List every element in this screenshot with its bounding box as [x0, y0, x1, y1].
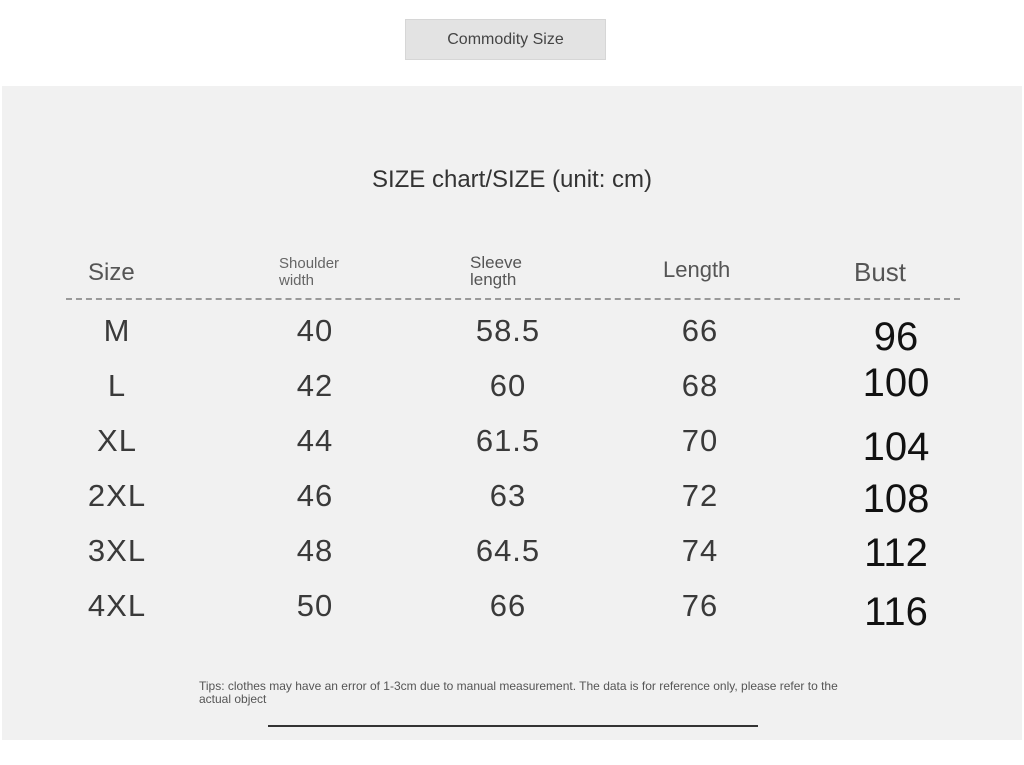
sleeve-cell: 60 — [489, 368, 527, 403]
size-cell: M — [103, 313, 131, 348]
length-cell: 66 — [681, 313, 719, 348]
bust-cell: 112 — [864, 531, 928, 575]
bust-cell: 104 — [862, 425, 930, 469]
chart-title: SIZE chart/SIZE (unit: cm) — [371, 166, 653, 193]
column-header-bust: Bust — [854, 257, 907, 287]
table-row — [0, 313, 1024, 363]
sleeve-cell: 63 — [489, 478, 527, 513]
bust-cell: 100 — [862, 361, 930, 405]
sleeve-cell: 66 — [489, 588, 527, 623]
table-row — [0, 533, 1024, 583]
length-cell: 72 — [681, 478, 719, 513]
bust-cell: 116 — [864, 590, 928, 634]
shoulder-cell: 48 — [296, 533, 334, 568]
bust-cell: 96 — [873, 315, 919, 359]
bottom-rule — [268, 725, 758, 727]
shoulder-cell: 44 — [296, 423, 334, 458]
table-row — [0, 588, 1024, 638]
size-cell: XL — [97, 423, 137, 458]
size-cell: L — [107, 368, 127, 403]
column-header-size: Size — [88, 259, 135, 286]
size-cell: 3XL — [87, 533, 147, 568]
shoulder-cell: 42 — [296, 368, 334, 403]
header-divider — [66, 298, 960, 300]
length-cell: 70 — [681, 423, 719, 458]
column-header-sleeve-length: Sleeve length — [470, 253, 522, 289]
length-cell: 74 — [681, 533, 719, 568]
table-row — [0, 478, 1024, 528]
table-row — [0, 361, 1024, 418]
length-cell: 68 — [681, 368, 719, 403]
shoulder-cell: 50 — [296, 588, 334, 623]
size-cell: 4XL — [87, 588, 147, 623]
table-row — [0, 423, 1024, 473]
length-cell: 76 — [681, 588, 719, 623]
shoulder-cell: 40 — [296, 313, 334, 348]
commodity-size-tab[interactable]: Commodity Size — [405, 19, 606, 60]
size-cell: 2XL — [87, 478, 147, 513]
sleeve-cell: 61.5 — [475, 423, 541, 458]
measurement-tips: Tips: clothes may have an error of 1-3cm due to manual measurement. The data is for reference only, please refer to the actual object — [199, 679, 838, 706]
column-header-shoulder-width: Shoulder width — [279, 255, 340, 289]
column-header-length: Length — [663, 257, 731, 282]
sleeve-cell: 58.5 — [475, 313, 541, 348]
sleeve-cell: 64.5 — [475, 533, 541, 568]
bust-cell: 108 — [862, 477, 930, 521]
shoulder-cell: 46 — [296, 478, 334, 513]
